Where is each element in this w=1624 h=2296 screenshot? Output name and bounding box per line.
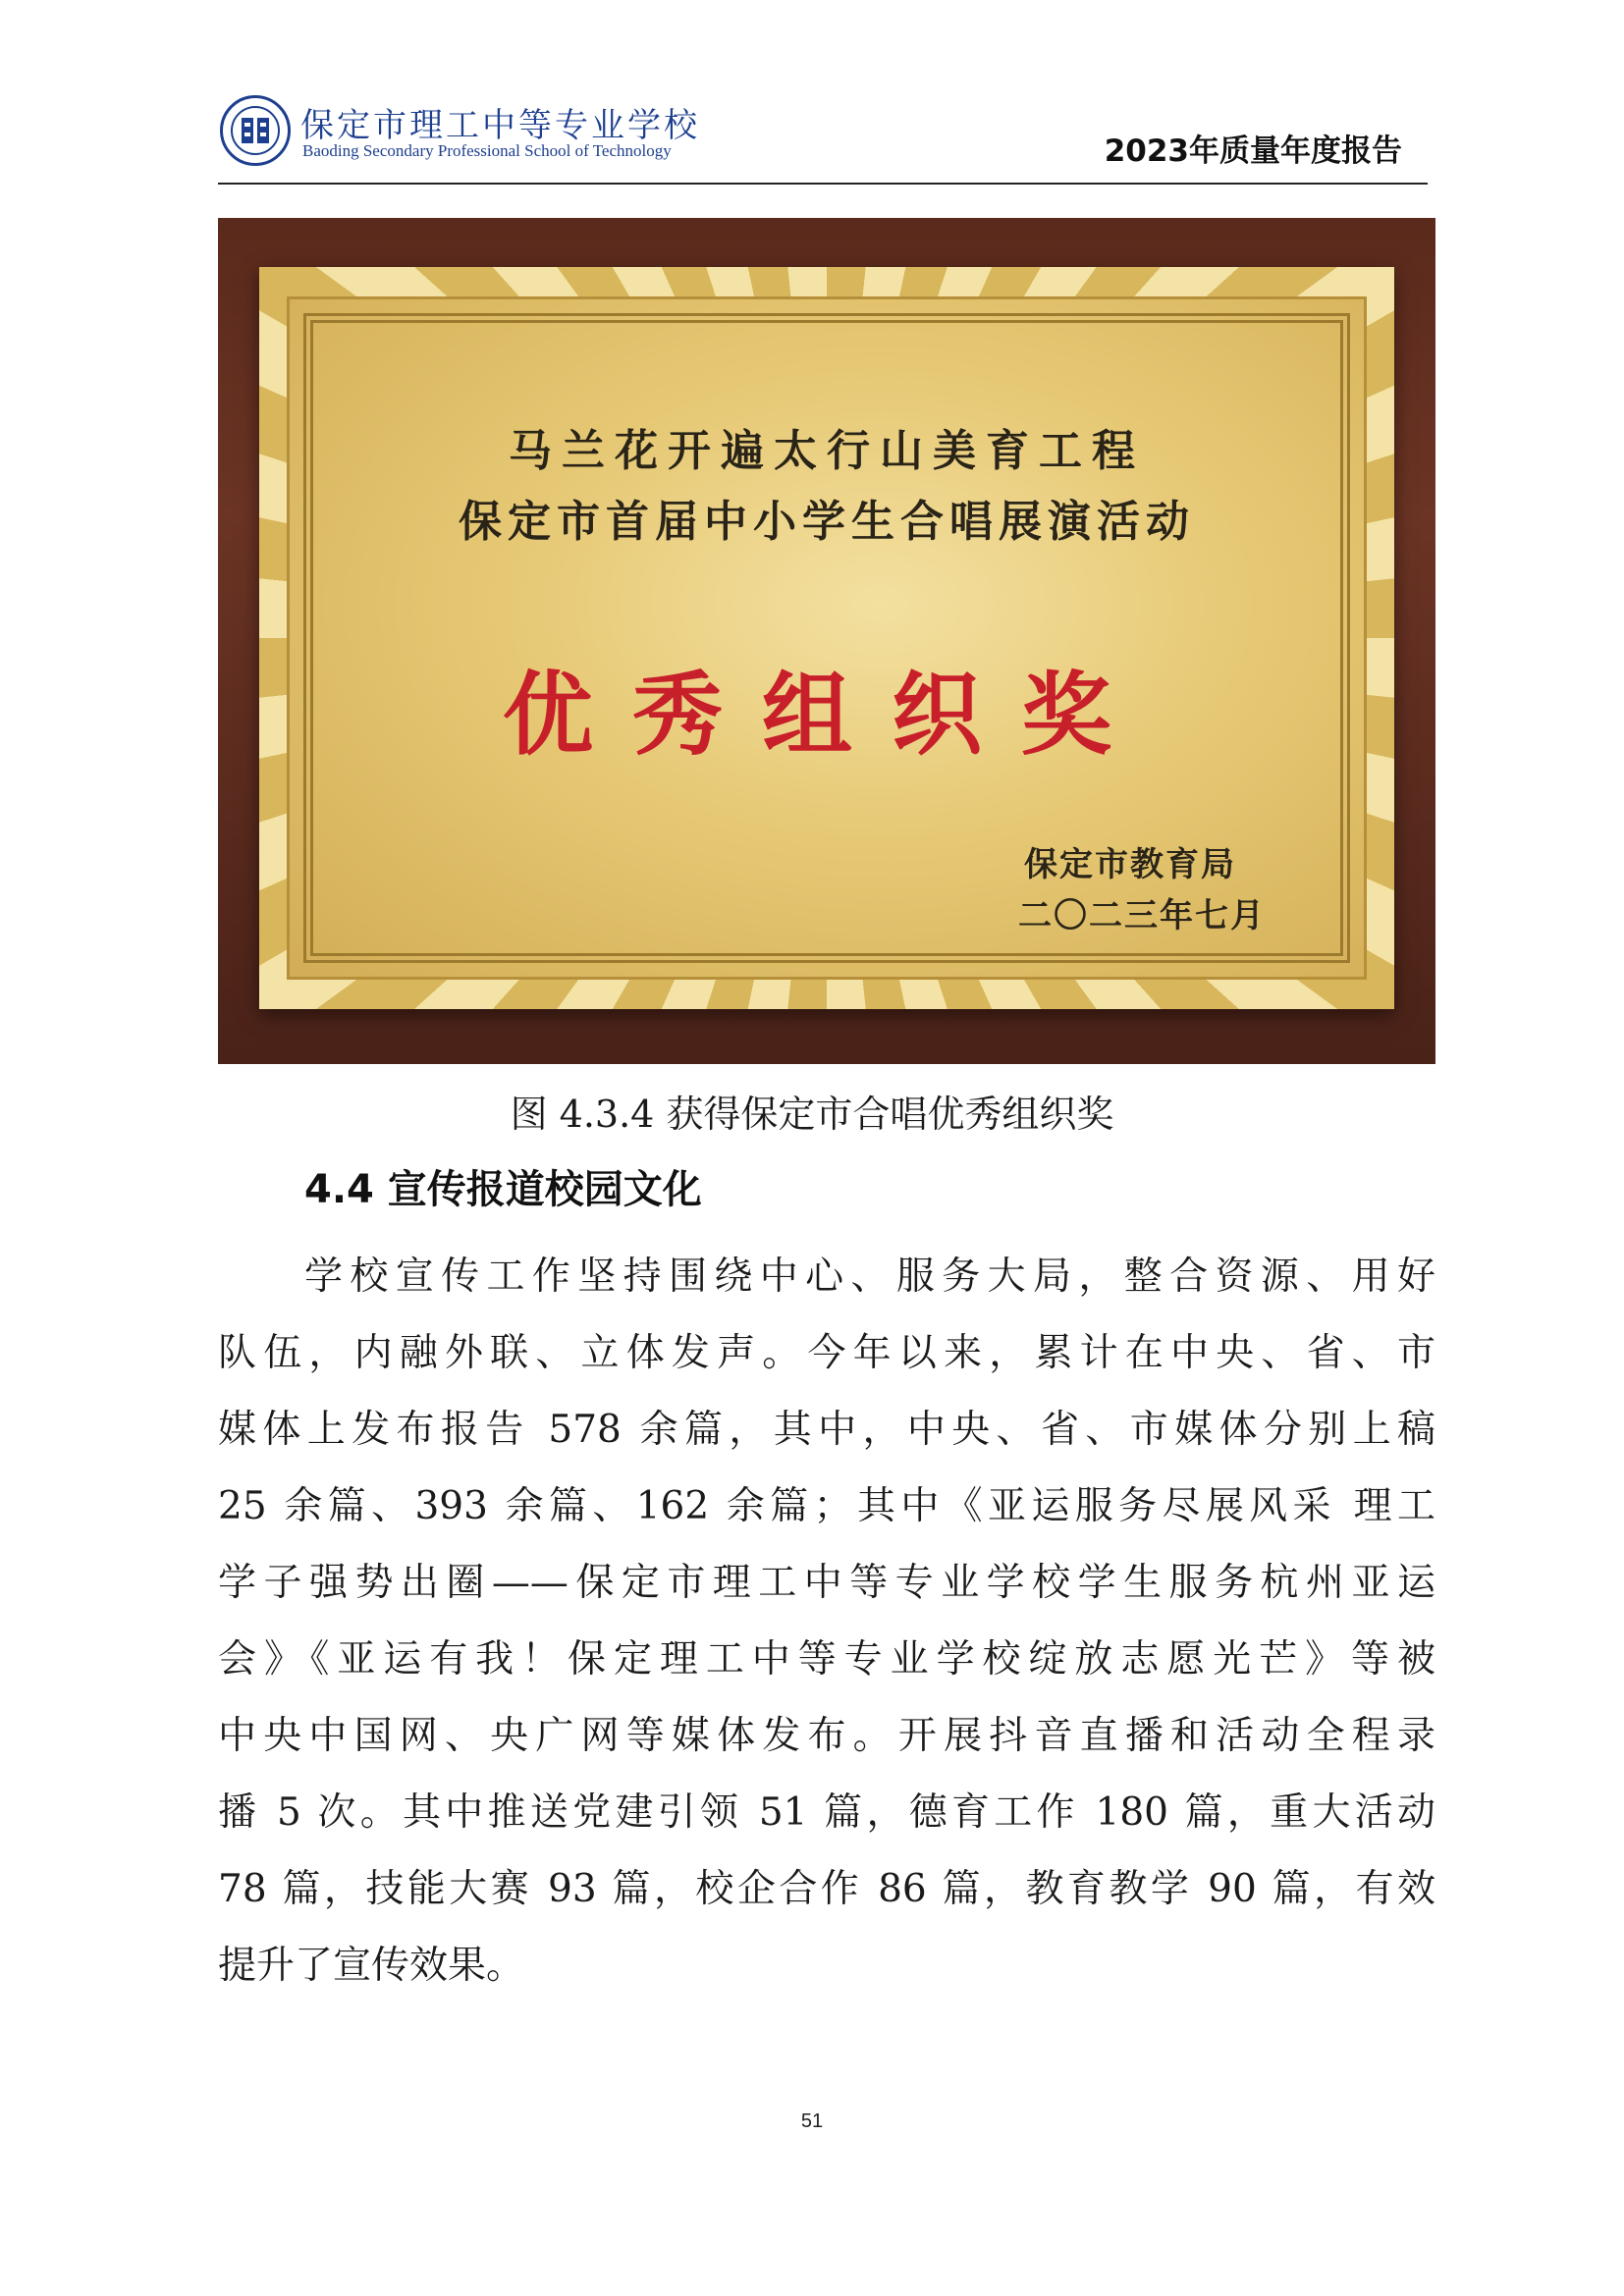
plaque-issuer: 保定市教育局 — [1024, 845, 1236, 884]
paragraph-line: 学子强势出圈——保定市理工中等专业学校学生服务杭州亚运 — [218, 1561, 1435, 1605]
paragraph-line: 学校宣传工作坚持围绕中心、服务大局，整合资源、用好 — [304, 1255, 1435, 1299]
paragraph-line: 播 5 次。其中推送党建引领 51 篇，德育工作 180 篇，重大活动 — [218, 1790, 1435, 1835]
plaque-frame — [259, 267, 1394, 1009]
paragraph-line: 中央中国网、央广网等媒体发布。开展抖音直播和活动全程录 — [218, 1714, 1435, 1758]
school-name-cn: 保定市理工中等专业学校 — [300, 106, 700, 145]
plaque-date: 二〇二三年七月 — [1018, 896, 1266, 935]
school-name-en: Baoding Secondary Professional School of Technology — [302, 141, 672, 160]
body-paragraph — [218, 1239, 1435, 2004]
paragraph-line: 会》《亚运有我！保定理工中等专业学校绽放志愿光芒》等被 — [218, 1637, 1435, 1682]
paragraph-line: 78 篇，技能大赛 93 篇，校企合作 86 篇，教育教学 90 篇，有效 — [218, 1867, 1435, 1911]
paragraph-line: 提升了宣传效果。 — [218, 1944, 525, 1988]
header-divider — [218, 183, 1428, 185]
plaque-program-title: 马兰花开遍太行山美育工程 — [509, 426, 1145, 476]
report-title: 2023年质量年度报告 — [1104, 133, 1402, 169]
plaque-event-title: 保定市首届中小学生合唱展演活动 — [459, 497, 1195, 547]
paragraph-line: 25 余篇、393 余篇、162 余篇；其中《亚运服务尽展风采 理工 — [218, 1484, 1435, 1528]
award-plaque-photo — [218, 218, 1435, 1064]
plaque-award-name: 优秀组织奖 — [502, 662, 1151, 768]
paragraph-line: 媒体上发布报告 578 余篇，其中，中央、省、市媒体分别上稿 — [218, 1408, 1435, 1452]
page-header — [218, 90, 1428, 185]
paragraph-line: 队伍，内融外联、立体发声。今年以来，累计在中央、省、市 — [218, 1331, 1435, 1375]
plaque-face — [287, 296, 1367, 980]
figure-caption: 图 4.3.4 获得保定市合唱优秀组织奖 — [510, 1093, 1114, 1136]
section-heading: 4.4 宣传报道校园文化 — [304, 1167, 702, 1212]
page-number: 51 — [800, 2110, 824, 2132]
school-seal-icon — [220, 95, 291, 166]
